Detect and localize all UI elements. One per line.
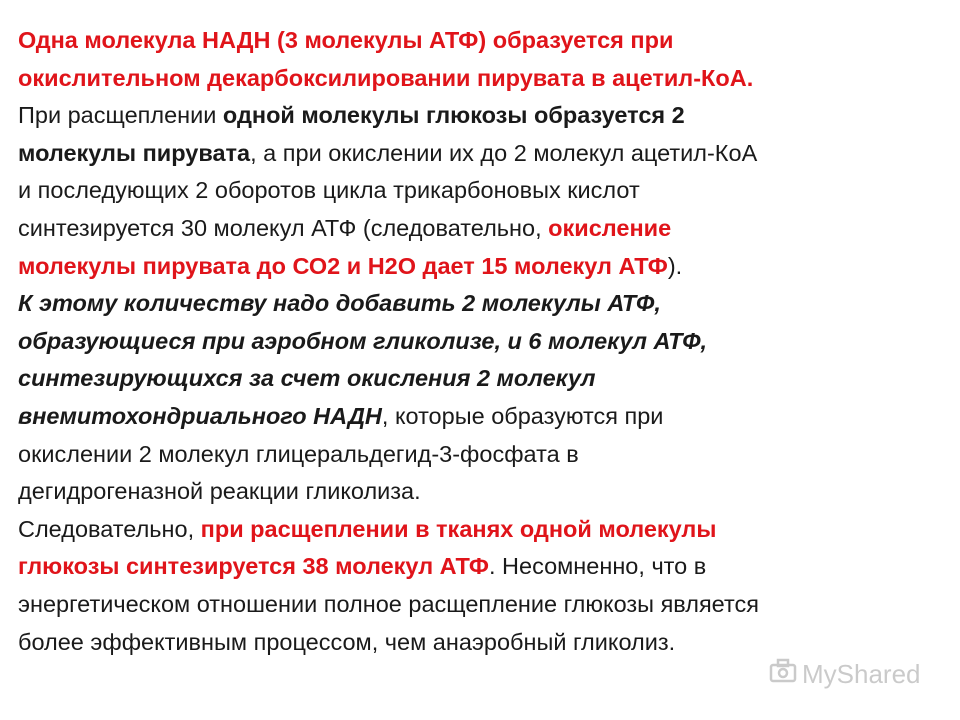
- text-line: [18, 60, 948, 98]
- text-run: ).: [667, 252, 683, 279]
- text-run: Следовательно,: [18, 515, 201, 542]
- text-run: . Несомненно, что в: [488, 553, 707, 580]
- text-line: [18, 135, 948, 173]
- text-line: [18, 97, 948, 135]
- text-run: более эффективным процессом, чем анаэробный гликолиз.: [18, 628, 676, 655]
- text-run: При расщеплении: [18, 102, 223, 129]
- text-run: энергетическом отношении полное расщепление глюкозы является: [18, 590, 759, 617]
- text-run: внемитохондриального НАДН: [18, 402, 382, 429]
- text-run: молекулы пирувата до СО2 и Н2О дает 15 молекул АТФ: [18, 252, 668, 279]
- text-line: [18, 548, 948, 586]
- text-line: [18, 210, 948, 248]
- text-run: Одна молекула НАДН (3 молекулы АТФ) образуется при: [18, 27, 674, 53]
- text-run: дегидрогеназной реакции гликолиза.: [18, 478, 421, 505]
- text-run: К этому количеству надо добавить 2 молекулы АТФ,: [18, 290, 661, 317]
- watermark-text: MyShared: [802, 659, 921, 689]
- text-line: [18, 323, 948, 361]
- text-line: [18, 360, 948, 398]
- text-line: [18, 22, 948, 60]
- text-run: окисление: [548, 214, 672, 241]
- text-run: и последующих 2 оборотов цикла трикарбоновых кислот: [18, 177, 640, 204]
- text-run: , которые образуются при: [381, 402, 664, 429]
- text-line: [18, 398, 948, 436]
- text-line: [18, 285, 948, 323]
- text-run: глюкозы синтезируется 38 молекул АТФ: [18, 553, 489, 580]
- text-line: [18, 511, 948, 549]
- text-run: окислении 2 молекул глицеральдегид-3-фосфата в: [18, 440, 579, 467]
- text-run: , а при окислении их до 2 молекул ацетил-КоА: [250, 139, 758, 166]
- text-line: [18, 172, 948, 210]
- text-run: молекулы пирувата: [18, 139, 251, 166]
- text-line: [18, 248, 948, 286]
- watermark: [768, 656, 921, 693]
- text-run: синтезирующихся за счет окисления 2 молекул: [18, 365, 596, 392]
- slide-text-block: [18, 22, 948, 661]
- text-run: одной молекулы глюкозы образуется 2: [222, 102, 685, 129]
- myshared-logo-icon: [768, 656, 798, 693]
- text-run: окислительном декарбоксилировании пирувата в ацетил-КоА.: [18, 64, 754, 91]
- text-line: [18, 436, 948, 474]
- text-run: образующиеся при аэробном гликолизе, и 6 молекул АТФ,: [18, 327, 708, 354]
- text-run: при расщеплении в тканях одной молекулы: [200, 515, 717, 542]
- text-line: [18, 473, 948, 511]
- text-line: [18, 586, 948, 624]
- text-run: синтезируется 30 молекул АТФ (следовательно,: [18, 214, 549, 241]
